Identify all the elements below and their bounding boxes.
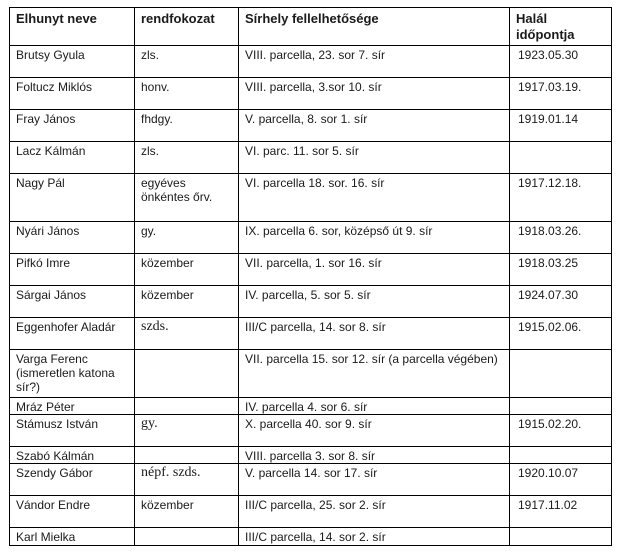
cell-name: Pifkó Imre	[10, 254, 135, 286]
cell-date: 1918.03.25	[510, 254, 612, 286]
cell-name: Nyári János	[10, 222, 135, 254]
table-row	[10, 496, 612, 528]
cell-grave: IX. parcella 6. sor, középső út 9. sír	[239, 222, 510, 254]
table-row	[10, 464, 612, 496]
cell-grave: VII. parcella, 1. sor 16. sír	[239, 254, 510, 286]
cell-date: 1924.07.30	[510, 286, 612, 318]
cell-date: 1917.03.19.	[510, 78, 612, 110]
cell-name: Szabó Kálmán	[10, 447, 135, 464]
cell-grave: V. parcella 14. sor 17. sír	[239, 464, 510, 496]
header-grave-location: Sírhely fellelhetősége	[239, 8, 510, 46]
cell-name: Stámusz István	[10, 415, 135, 447]
cell-date: 1918.03.26.	[510, 222, 612, 254]
table-row	[10, 222, 612, 254]
table-row	[10, 142, 612, 174]
table-row	[10, 447, 612, 464]
cell-grave: VII. parcella 15. sor 12. sír (a parcella végében)	[239, 350, 510, 398]
table-row	[10, 415, 612, 447]
cell-rank: népf. szds.	[135, 464, 239, 496]
cell-grave: VI. parc. 11. sor 5. sír	[239, 142, 510, 174]
cell-date	[510, 447, 612, 464]
cell-grave: VIII. parcella, 23. sor 7. sír	[239, 46, 510, 78]
cell-rank: gy.	[135, 415, 239, 447]
cell-name: Karl Mielka	[10, 528, 135, 546]
cell-name: Szendy Gábor	[10, 464, 135, 496]
table-row	[10, 254, 612, 286]
cell-grave: VIII. parcella, 3.sor 10. sír	[239, 78, 510, 110]
cell-rank	[135, 528, 239, 546]
cell-name: Mráz Péter	[10, 398, 135, 415]
table-row	[10, 174, 612, 222]
cell-date: 1923.05.30	[510, 46, 612, 78]
cell-date	[510, 398, 612, 415]
table-row	[10, 398, 612, 415]
cell-grave: III/C parcella, 14. sor 8. sír	[239, 318, 510, 350]
cell-grave: VI. parcella 18. sor. 16. sír	[239, 174, 510, 222]
cell-date: 1915.02.20.	[510, 415, 612, 447]
cell-rank: honv.	[135, 78, 239, 110]
cell-rank: gy.	[135, 222, 239, 254]
cell-grave: X. parcella 40. sor 9. sír	[239, 415, 510, 447]
cell-date: 1919.01.14	[510, 110, 612, 142]
cell-name: Fray János	[10, 110, 135, 142]
header-name: Elhunyt neve	[10, 8, 135, 46]
cell-date	[510, 142, 612, 174]
cell-rank	[135, 398, 239, 415]
cell-date: 1917.12.18.	[510, 174, 612, 222]
header-death-date: Halál időpontja	[510, 8, 612, 46]
cell-grave: V. parcella, 8. sor 1. sír	[239, 110, 510, 142]
table-row	[10, 286, 612, 318]
cell-rank: közember	[135, 496, 239, 528]
cell-date	[510, 528, 612, 546]
header-row	[10, 8, 612, 46]
cell-rank: zls.	[135, 46, 239, 78]
cell-date	[510, 350, 612, 398]
cell-name: Varga Ferenc (ismeretlen katona sír?)	[10, 350, 135, 398]
header-rank: rendfokozat	[135, 8, 239, 46]
cell-name: Eggenhofer Aladár	[10, 318, 135, 350]
table-row	[10, 46, 612, 78]
cell-rank: fhdgy.	[135, 110, 239, 142]
cell-name: Lacz Kálmán	[10, 142, 135, 174]
table-row	[10, 350, 612, 398]
cell-rank: közember	[135, 286, 239, 318]
cell-grave: VIII. parcella 3. sor 8. sír	[239, 447, 510, 464]
cell-rank: közember	[135, 254, 239, 286]
cell-date: 1917.11.02	[510, 496, 612, 528]
cell-rank	[135, 447, 239, 464]
cell-grave: III/C parcella, 14. sor 2. sír	[239, 528, 510, 546]
cell-name: Vándor Endre	[10, 496, 135, 528]
cell-rank	[135, 350, 239, 398]
cell-grave: III/C parcella, 25. sor 2. sír	[239, 496, 510, 528]
cell-grave: IV. parcella, 5. sor 5. sír	[239, 286, 510, 318]
burial-records-table	[9, 7, 612, 546]
cell-date: 1915.02.06.	[510, 318, 612, 350]
cell-date: 1920.10.07	[510, 464, 612, 496]
table-row	[10, 528, 612, 546]
cell-rank: szds.	[135, 318, 239, 350]
cell-rank: egyéves önkéntes őrv.	[135, 174, 239, 222]
cell-rank: zls.	[135, 142, 239, 174]
table-row	[10, 78, 612, 110]
table-row	[10, 318, 612, 350]
cell-name: Nagy Pál	[10, 174, 135, 222]
table-row	[10, 110, 612, 142]
cell-grave: IV. parcella 4. sor 6. sír	[239, 398, 510, 415]
cell-name: Brutsy Gyula	[10, 46, 135, 78]
cell-name: Sárgai János	[10, 286, 135, 318]
cell-name: Foltucz Miklós	[10, 78, 135, 110]
